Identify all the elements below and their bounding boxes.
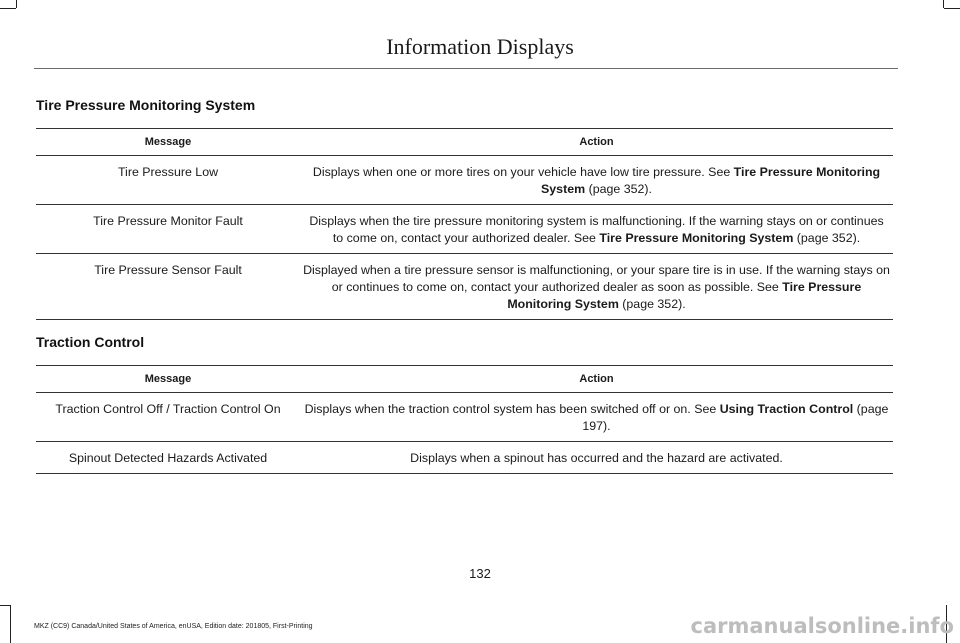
column-header-message: Message xyxy=(36,129,300,156)
action-text: Displayed when a tire pressure sensor is malfunctioning, or your spare tire is in use. If the warning stays on or continues to come on, contact your authorized dealer as soon as possible. See xyxy=(303,263,890,294)
column-header-action: Action xyxy=(300,366,893,393)
message-cell: Tire Pressure Low xyxy=(36,156,300,205)
column-header-action: Action xyxy=(300,129,893,156)
header-rule xyxy=(34,68,898,69)
traction-control-table xyxy=(36,365,893,474)
action-cell xyxy=(300,205,893,254)
table-header-row xyxy=(36,366,893,393)
section-heading-traction-control: Traction Control xyxy=(36,334,145,350)
tpms-table xyxy=(36,128,893,320)
crop-mark-top-right-h xyxy=(944,8,960,9)
table-row xyxy=(36,442,893,474)
page-reference: (page 352). xyxy=(618,297,686,311)
crop-mark-top-left-h xyxy=(0,8,16,9)
page-number: 132 xyxy=(469,566,491,581)
section-heading-tpms: Tire Pressure Monitoring System xyxy=(36,97,256,113)
message-cell: Spinout Detected Hazards Activated xyxy=(36,442,300,474)
table-row xyxy=(36,156,893,205)
message-cell: Tire Pressure Monitor Fault xyxy=(36,205,300,254)
action-cell xyxy=(300,442,893,474)
action-cell xyxy=(300,156,893,205)
crop-mark-top-left-v xyxy=(16,0,17,8)
page-reference: (page 197). xyxy=(582,402,889,433)
cross-reference-link[interactable]: Tire Pressure Monitoring System xyxy=(599,231,794,245)
action-cell xyxy=(300,393,893,442)
table-row xyxy=(36,254,893,320)
message-cell: Tire Pressure Sensor Fault xyxy=(36,254,300,320)
edition-footer: MKZ (CC9) Canada/United States of America, enUSA, Edition date: 201805, First-Printing xyxy=(34,623,313,630)
cross-reference-link[interactable]: Using Traction Control xyxy=(719,402,854,416)
message-cell: Traction Control Off / Traction Control On xyxy=(36,393,300,442)
action-text: Displays when one or more tires on your vehicle have low tire pressure. See xyxy=(312,165,734,179)
cross-reference-link[interactable]: Tire Pressure Monitoring System xyxy=(541,165,881,196)
column-header-message: Message xyxy=(36,366,300,393)
cross-reference-link[interactable]: Tire Pressure Monitoring System xyxy=(507,280,862,311)
table-row xyxy=(36,205,893,254)
page-title: Information Displays xyxy=(386,34,574,59)
table-header-row xyxy=(36,129,893,156)
action-cell xyxy=(300,254,893,320)
action-text: Displays when the traction control system has been switched off or on. See xyxy=(304,402,720,416)
site-watermark: carmanualsonline.info xyxy=(690,614,954,638)
table-row xyxy=(36,393,893,442)
page-reference: (page 352). xyxy=(793,231,861,245)
crop-mark-bottom-left-v xyxy=(10,605,11,643)
action-text: Displays when the tire pressure monitoring system is malfunctioning. If the warning stays on or continues to come on, contact your authorized dealer. See xyxy=(309,214,884,245)
crop-mark-top-right-v xyxy=(943,0,944,8)
action-text: Displays when a spinout has occurred and the hazard are activated. xyxy=(410,451,783,465)
page-reference: (page 352). xyxy=(585,182,652,196)
crop-mark-bottom-left-h xyxy=(0,605,10,606)
